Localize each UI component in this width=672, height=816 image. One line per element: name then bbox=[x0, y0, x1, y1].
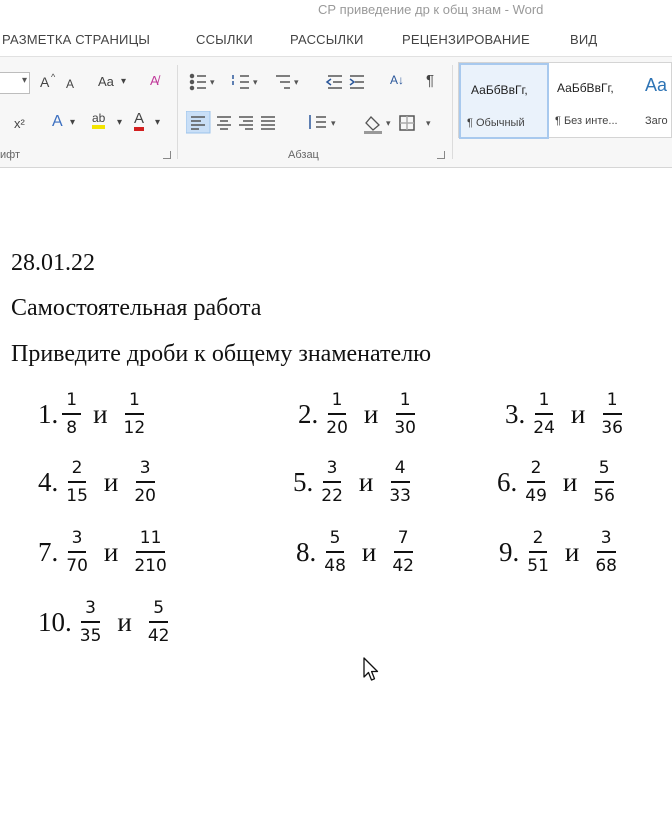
sort-button[interactable]: A↓ bbox=[390, 73, 405, 87]
change-case-button[interactable]: Aa bbox=[98, 74, 114, 89]
problem-6 bbox=[497, 458, 619, 506]
document-title: Самостоятельная работа bbox=[11, 295, 262, 321]
chevron-down-icon: ▾ bbox=[70, 117, 76, 128]
justify-icon[interactable] bbox=[261, 117, 275, 129]
fraction bbox=[589, 458, 619, 506]
fraction bbox=[62, 458, 92, 506]
font-color-button[interactable]: A bbox=[134, 111, 144, 131]
numerator: 11 bbox=[136, 528, 166, 553]
decrease-indent-icon[interactable] bbox=[327, 76, 342, 88]
fraction bbox=[62, 390, 81, 438]
problem-2 bbox=[298, 390, 420, 438]
problem-7 bbox=[38, 528, 171, 576]
tab-references[interactable]: ССЫЛКИ bbox=[196, 32, 253, 47]
chevron-down-icon: ▾ bbox=[253, 78, 258, 88]
numerator: 7 bbox=[394, 528, 413, 553]
numbering-icon[interactable] bbox=[233, 75, 249, 88]
mouse-pointer-icon bbox=[362, 657, 380, 683]
fraction bbox=[529, 390, 559, 438]
problem-number: 2. bbox=[298, 398, 319, 429]
page-gap bbox=[0, 168, 672, 192]
fraction bbox=[144, 598, 174, 646]
conjunction: и bbox=[570, 398, 586, 429]
grow-font-button[interactable]: A bbox=[40, 74, 50, 90]
fraction bbox=[322, 390, 352, 438]
conjunction: и bbox=[93, 398, 108, 429]
style-name: Заго bbox=[645, 115, 668, 127]
numerator: 2 bbox=[529, 528, 548, 553]
denominator: 35 bbox=[79, 626, 102, 646]
numerator: 3 bbox=[68, 528, 87, 553]
problem-number: 8. bbox=[296, 536, 317, 567]
paragraph-bottom-row bbox=[186, 111, 448, 135]
conjunction: и bbox=[117, 606, 132, 637]
conjunction: и bbox=[363, 398, 379, 429]
denominator: 30 bbox=[394, 418, 416, 438]
document-page[interactable] bbox=[0, 192, 672, 816]
problem-9 bbox=[499, 528, 621, 576]
denominator: 68 bbox=[595, 556, 617, 576]
shrink-font-button[interactable]: A bbox=[66, 77, 75, 91]
paragraph-dialog-launcher-icon[interactable] bbox=[437, 151, 445, 159]
numerator: 4 bbox=[391, 458, 410, 483]
align-right-icon[interactable] bbox=[239, 117, 253, 129]
fraction bbox=[120, 390, 150, 438]
font-dialog-launcher-icon[interactable] bbox=[163, 151, 171, 159]
denominator: 12 bbox=[123, 418, 146, 438]
title-bar bbox=[0, 0, 672, 22]
fraction bbox=[388, 528, 418, 576]
show-marks-button[interactable]: ¶ bbox=[426, 72, 435, 89]
conjunction: и bbox=[564, 536, 580, 567]
problem-number: 4. bbox=[38, 466, 59, 497]
denominator: 51 bbox=[527, 556, 549, 576]
problem-number: 1. bbox=[38, 398, 59, 429]
denominator: 42 bbox=[147, 626, 170, 646]
fraction bbox=[521, 458, 551, 506]
styles-gallery bbox=[458, 62, 672, 138]
denominator: 20 bbox=[134, 486, 156, 506]
denominator: 48 bbox=[324, 556, 346, 576]
style-name: ¶ Без инте... bbox=[555, 115, 618, 127]
increase-indent-icon[interactable] bbox=[350, 76, 364, 88]
tab-page-layout[interactable]: РАЗМЕТКА СТРАНИЦЫ bbox=[2, 32, 151, 47]
fraction bbox=[385, 458, 415, 506]
ribbon-tabs bbox=[0, 28, 672, 54]
problem-number: 6. bbox=[497, 466, 518, 497]
denominator: 42 bbox=[392, 556, 414, 576]
tab-review[interactable]: РЕЦЕНЗИРОВАНИЕ bbox=[402, 32, 530, 47]
chevron-down-icon: ▾ bbox=[426, 119, 431, 129]
tab-mailings[interactable]: РАССЫЛКИ bbox=[290, 32, 364, 47]
denominator: 8 bbox=[66, 418, 78, 438]
denominator: 33 bbox=[389, 486, 411, 506]
window-title: СР приведение др к общ знам - Word bbox=[318, 2, 544, 17]
chevron-down-icon: ▾ bbox=[386, 119, 391, 129]
chevron-down-icon: ▾ bbox=[155, 117, 161, 128]
denominator: 56 bbox=[593, 486, 615, 506]
chevron-down-icon: ▾ bbox=[294, 78, 299, 88]
denominator: 24 bbox=[533, 418, 555, 438]
numerator: 1 bbox=[62, 390, 81, 415]
document-task: Приведите дроби к общему знаменателю bbox=[11, 341, 432, 367]
chevron-down-icon: ▾ bbox=[331, 119, 336, 129]
shading-icon[interactable] bbox=[366, 117, 379, 130]
chevron-down-icon: ▾ bbox=[210, 78, 215, 88]
style-sample: АаБбВвГг, bbox=[557, 81, 614, 95]
font-size-dropdown[interactable] bbox=[0, 72, 30, 94]
fraction bbox=[62, 528, 92, 576]
problem-5 bbox=[293, 458, 415, 506]
fraction bbox=[317, 458, 347, 506]
problem-10 bbox=[38, 598, 173, 646]
grow-font-arrow-icon: ^ bbox=[51, 72, 56, 82]
chevron-down-icon: ▾ bbox=[121, 76, 127, 87]
denominator: 22 bbox=[321, 486, 343, 506]
align-center-icon[interactable] bbox=[217, 117, 231, 129]
style-no-spacing[interactable] bbox=[549, 63, 639, 139]
clear-formatting-button[interactable]: A̸ bbox=[150, 73, 159, 88]
superscript-button[interactable]: x² bbox=[14, 116, 25, 131]
highlight-button[interactable]: ab bbox=[92, 111, 105, 129]
bullets-icon[interactable] bbox=[191, 75, 207, 90]
numerator: 5 bbox=[595, 458, 614, 483]
problem-3 bbox=[505, 390, 627, 438]
group-divider bbox=[177, 65, 178, 159]
fraction bbox=[76, 598, 106, 646]
numerator: 1 bbox=[125, 390, 144, 415]
problem-4 bbox=[38, 458, 160, 506]
denominator: 36 bbox=[601, 418, 623, 438]
numerator: 3 bbox=[323, 458, 342, 483]
fraction bbox=[320, 528, 350, 576]
numerator: 3 bbox=[597, 528, 616, 553]
style-heading[interactable] bbox=[639, 63, 672, 139]
denominator: 210 bbox=[134, 556, 167, 576]
style-normal[interactable] bbox=[459, 63, 549, 139]
style-name: ¶ Обычный bbox=[467, 117, 525, 129]
shading-color-bar bbox=[364, 131, 382, 134]
fraction bbox=[597, 390, 627, 438]
fraction bbox=[390, 390, 420, 438]
denominator: 70 bbox=[66, 556, 88, 576]
problem-number: 3. bbox=[505, 398, 526, 429]
multilevel-list-icon[interactable] bbox=[276, 76, 290, 88]
denominator: 20 bbox=[326, 418, 348, 438]
document-date: 28.01.22 bbox=[11, 250, 95, 276]
line-spacing-icon[interactable] bbox=[310, 115, 326, 129]
conjunction: и bbox=[361, 536, 377, 567]
numerator: 2 bbox=[527, 458, 546, 483]
fraction bbox=[523, 528, 553, 576]
numerator: 3 bbox=[81, 598, 100, 623]
numerator: 1 bbox=[603, 390, 622, 415]
numerator: 1 bbox=[535, 390, 554, 415]
fraction bbox=[130, 528, 170, 576]
numerator: 5 bbox=[326, 528, 345, 553]
numerator: 1 bbox=[396, 390, 415, 415]
paragraph-group-label: Абзац bbox=[288, 149, 319, 161]
tab-view[interactable]: ВИД bbox=[570, 32, 598, 47]
problem-number: 5. bbox=[293, 466, 314, 497]
conjunction: и bbox=[103, 536, 119, 567]
chevron-down-icon: ▾ bbox=[117, 117, 123, 128]
numerator: 5 bbox=[149, 598, 168, 623]
conjunction: и bbox=[103, 466, 119, 497]
problem-8 bbox=[296, 528, 418, 576]
text-effects-button[interactable]: A bbox=[52, 113, 63, 130]
problem-number: 7. bbox=[38, 536, 59, 567]
chevron-down-icon: ▾ bbox=[21, 75, 27, 86]
problem-1 bbox=[38, 390, 149, 438]
problem-number: 9. bbox=[499, 536, 520, 567]
denominator: 15 bbox=[66, 486, 88, 506]
conjunction: и bbox=[358, 466, 374, 497]
style-sample: АаБбВвГг, bbox=[471, 83, 528, 97]
fraction bbox=[591, 528, 621, 576]
numerator: 2 bbox=[68, 458, 87, 483]
fraction bbox=[130, 458, 160, 506]
numerator: 1 bbox=[328, 390, 347, 415]
problem-number: 10. bbox=[38, 606, 72, 637]
font-group-label: ифт bbox=[0, 149, 20, 161]
style-sample: Aa bbox=[645, 75, 668, 95]
conjunction: и bbox=[562, 466, 578, 497]
ribbon bbox=[0, 56, 672, 168]
group-divider bbox=[452, 65, 453, 159]
numerator: 3 bbox=[136, 458, 155, 483]
borders-icon[interactable] bbox=[400, 116, 414, 130]
denominator: 49 bbox=[525, 486, 547, 506]
clock-overlay: 10:27 bbox=[600, 797, 643, 816]
